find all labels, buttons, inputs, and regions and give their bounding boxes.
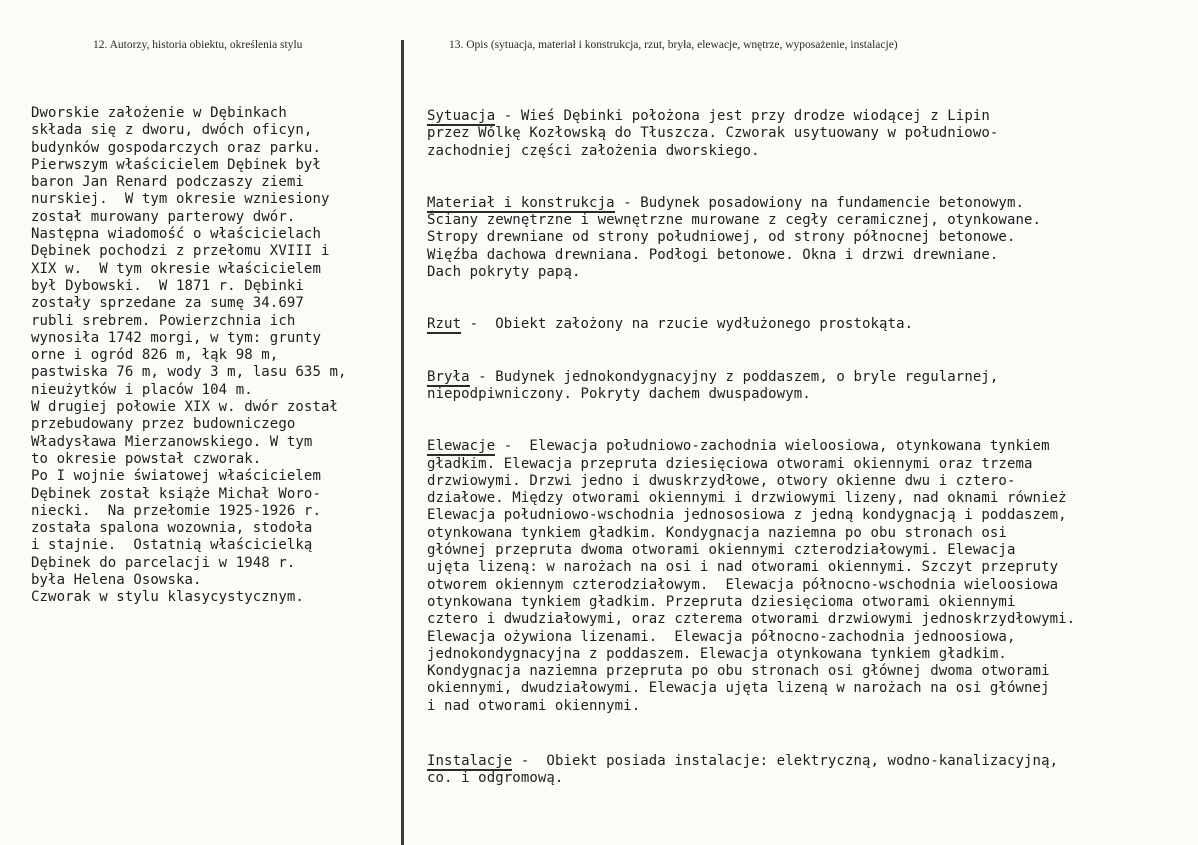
- section-line: cztero i dwudziałowymi, oraz czterema otworami drzwiowymi jednoskrzydłowymi.: [427, 611, 1076, 628]
- history-line: Czworak w stylu klasycystycznym.: [31, 589, 304, 606]
- history-line: Po I wojnie światowej właścicielem: [31, 468, 321, 485]
- history-text-block: [31, 105, 403, 607]
- section-bry-a: [427, 369, 1198, 404]
- history-line: baron Jan Renard podczaszy ziemi: [31, 174, 304, 191]
- history-line: niecki. Na przełomie 1925-1926 r.: [31, 502, 321, 519]
- section-label: Bryła: [427, 368, 470, 385]
- history-line: budynków gospodarczych oraz parku.: [31, 139, 321, 156]
- history-line: Pierwszym właścicielem Dębinek był: [31, 156, 321, 173]
- description-text-block: [427, 108, 1198, 823]
- section-line: gładkim. Elewacja przepruta dziesięciowa otworami okiennymi oraz trzema: [427, 455, 1033, 472]
- section-line: jednokondygnacyjna z poddaszem. Elewacja otynkowana tynkiem gładkim.: [427, 645, 1007, 662]
- history-line: W drugiej połowie XIX w. dwór został: [31, 399, 339, 416]
- section-line: okiennymi, dwudziałowymi. Elewacja ujęta lizeną w narożach na osi głównej: [427, 680, 1050, 697]
- history-line: to okresie powstał czworak.: [31, 450, 262, 467]
- section-line: działowe. Między otworami okiennymi i drzwiowymi lizeny, nad oknami również: [427, 490, 1067, 507]
- section-sytuacja: [427, 108, 1198, 160]
- section-instalacje: [427, 753, 1198, 788]
- section-first-text: - Budynek jednokondygnacyjny z poddaszem, o bryle regularnej,: [469, 368, 999, 385]
- history-line: został murowany parterowy dwór.: [31, 208, 296, 225]
- right-column-header: 13. Opis (sytuacja, materiał i konstrukcja, rzut, bryła, elewacje, wnętrze, wyposażenie, instalacje): [449, 39, 898, 51]
- section-line: Ściany zewnętrzne i wewnętrzne murowane z cegły ceramicznej, otynkowane.: [427, 212, 1042, 229]
- section-line: Elewacja ożywiona lizenami. Elewacja północno-zachodnia jednoosiowa,: [427, 628, 1016, 645]
- section-first-text: - Obiekt założony na rzucie wydłużonego prostokąta.: [461, 316, 914, 333]
- section-line: zachodniej części założenia dworskiego.: [427, 142, 760, 159]
- section-label: Sytuacja: [427, 108, 496, 124]
- section-first-line: [427, 316, 1198, 333]
- section-line: przez Wólkę Kozłowską do Tłuszcza. Czworak usytuowany w południowo-: [427, 125, 999, 142]
- section-label: Instalacje: [427, 753, 513, 770]
- history-line: Dębinek do parcelacji w 1948 r.: [31, 554, 296, 571]
- section-first-line: [427, 753, 1198, 770]
- section-label: Elewacje: [427, 438, 496, 455]
- section-materia-i-konstrukcja: [427, 195, 1198, 281]
- section-line: drzwiowymi. Drzwi jedno i dwuskrzydłowe, otwory okienne dwu i cztero-: [427, 472, 1016, 489]
- section-line: otworem okiennym czterodziałowym. Elewacja północno-wschodnia wieloosiowa: [427, 576, 1059, 593]
- left-column-header: 12. Autorzy, historia obiektu, określenia stylu: [93, 39, 303, 51]
- section-first-line: [427, 108, 1198, 125]
- section-first-line: [427, 195, 1198, 212]
- section-first-line: [427, 369, 1198, 386]
- section-label: Materiał i konstrukcja: [427, 194, 615, 211]
- history-line: XIX w. W tym okresie właścicielem: [31, 260, 321, 277]
- section-first-text: - Budynek posadowiony na fundamencie betonowym.: [614, 194, 1025, 211]
- section-line: Stropy drewniane od strony południowej, od strony północnej betonowe.: [427, 229, 1016, 246]
- history-line: została spalona wozownia, stodoła: [31, 520, 313, 537]
- section-first-text: - Elewacja południowo-zachodnia wieloosiowa, otynkowana tynkiem: [495, 438, 1050, 455]
- section-first-text: - Obiekt posiada instalacje: elektryczną, wodno-kanalizacyjną,: [512, 753, 1059, 770]
- section-line: i nad otworami okiennymi.: [427, 697, 641, 714]
- section-line: Elewacja południowo-wschodnia jednososiowa z jedną kondygnacją i poddaszem,: [427, 507, 1067, 524]
- history-line: Dworskie założenie w Dębinkach: [31, 105, 287, 121]
- section-elewacje: [427, 438, 1198, 715]
- history-line: składa się z dworu, dwóch oficyn,: [31, 122, 313, 139]
- history-line: nurskiej. W tym okresie wzniesiony: [31, 191, 330, 208]
- history-line: orne i ogród 826 m, łąk 98 m,: [31, 347, 279, 364]
- section-rzut: [427, 316, 1198, 333]
- section-line: co. i odgromową.: [427, 770, 564, 787]
- history-line: Następna wiadomość o właścicielach: [31, 226, 321, 243]
- history-line: była Helena Osowska.: [31, 572, 202, 589]
- section-line: niepodpiwniczony. Pokryty dachem dwuspadowym.: [427, 385, 811, 402]
- history-line: i stajnie. Ostatnią właścicielką: [31, 537, 313, 554]
- section-line: Dach pokryty papą.: [427, 264, 581, 281]
- history-line: Dębinek pochodzi z przełomu XVIII i: [31, 243, 330, 260]
- history-line: nieużytków i placów 104 m.: [31, 381, 253, 398]
- section-label: Rzut: [427, 316, 462, 333]
- section-line: otynkowana tynkiem gładkim. Przepruta dziesięcioma otworami okiennymi: [427, 593, 1016, 610]
- history-line: zostały sprzedane za sumę 34.697: [31, 295, 304, 312]
- section-line: otynkowana tynkiem gładkim. Kondygnacja naziemna po obu stronach osi: [427, 524, 1007, 541]
- history-line: rubli srebrem. Powierzchnia ich: [31, 312, 296, 329]
- history-line: wynosiła 1742 morgi, w tym: grunty: [31, 329, 321, 346]
- section-line: Kondygnacja naziemna przepruta po obu stronach osi głównej dwoma otworami: [427, 663, 1050, 680]
- history-line: przebudowany przez budowniczego: [31, 416, 296, 433]
- section-line: ujęta lizeną: w narożach na osi i nad otworami okiennymi. Szczyt przepruty: [427, 559, 1059, 576]
- history-line: był Dybowski. W 1871 r. Dębinki: [31, 277, 304, 294]
- section-first-text: - Wieś Dębinki położona jest przy drodze wiodącej z Lipin: [495, 108, 990, 124]
- section-first-line: [427, 438, 1198, 455]
- section-line: Więźba dachowa drewniana. Podłogi betonowe. Okna i drzwi drewniane.: [427, 246, 999, 263]
- history-line: pastwiska 76 m, wody 3 m, lasu 635 m,: [31, 364, 347, 381]
- history-line: Dębinek został książe Michał Woro-: [31, 485, 321, 502]
- history-line: Władysława Mierzanowskiego. W tym: [31, 433, 313, 450]
- section-line: głównej przepruta dwoma otworami okiennymi czterodziałowymi. Elewacja: [427, 542, 1016, 559]
